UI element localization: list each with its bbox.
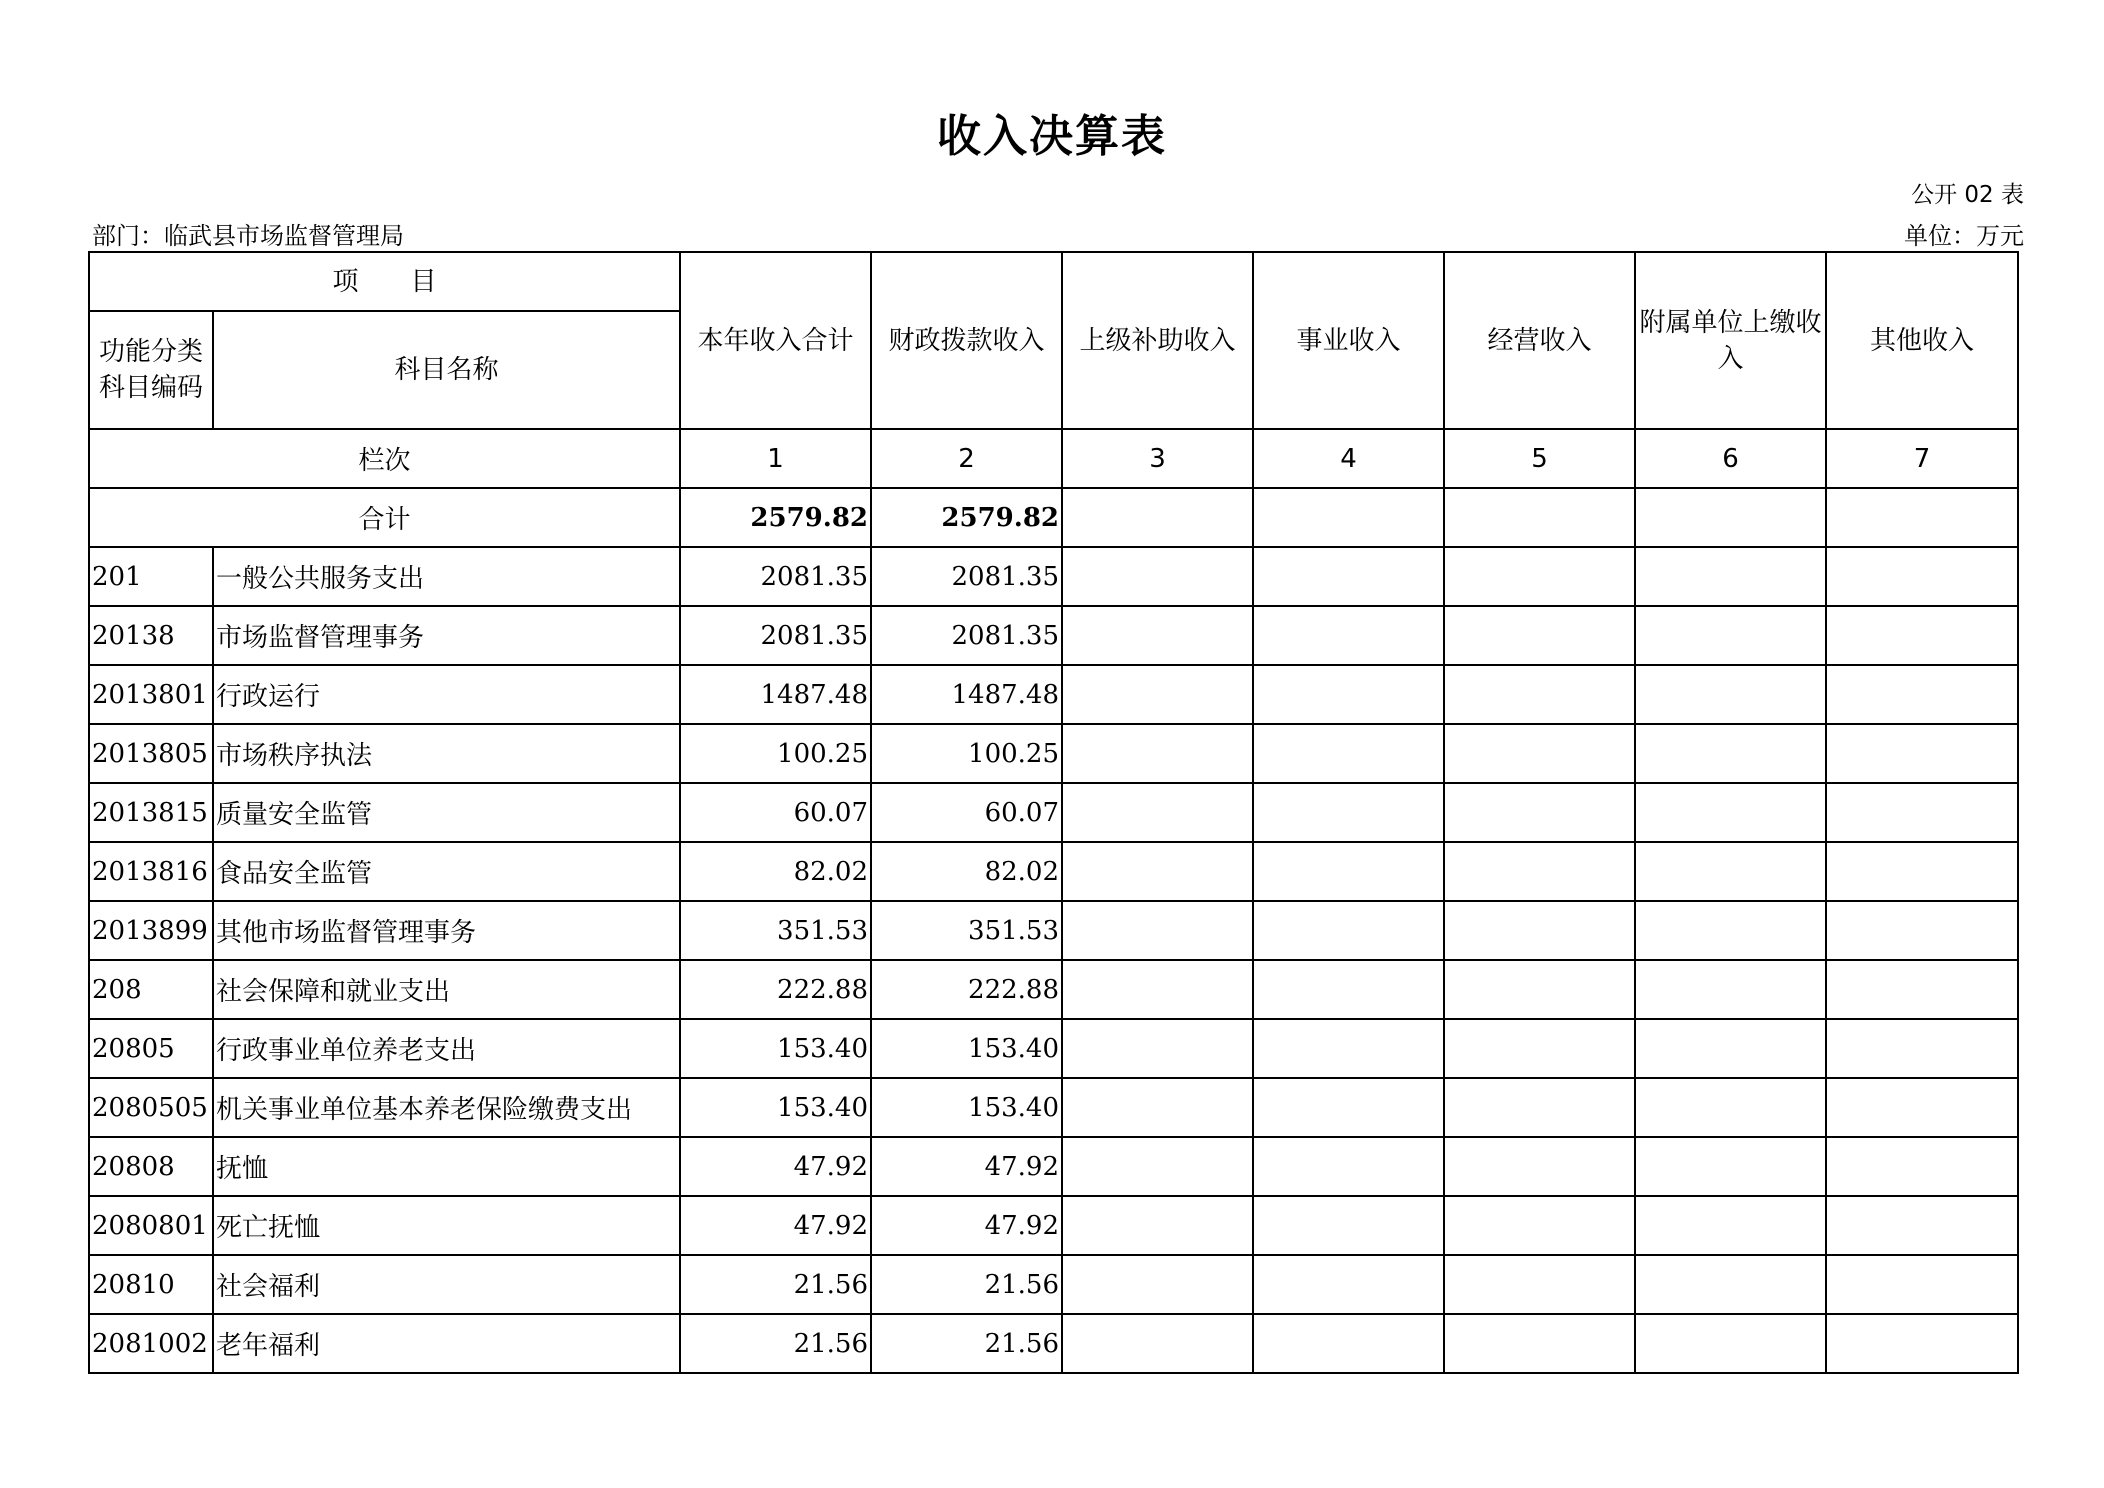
amount-cell: 21.56 bbox=[680, 1255, 871, 1314]
amount-cell bbox=[1826, 724, 2018, 783]
total-value bbox=[1444, 488, 1635, 547]
amount-cell: 351.53 bbox=[871, 901, 1062, 960]
subject-code: 2013899 bbox=[89, 901, 213, 960]
amount-cell bbox=[1635, 1137, 1826, 1196]
amount-cell bbox=[1826, 547, 2018, 606]
column-header: 本年收入合计 bbox=[680, 252, 871, 429]
income-table bbox=[88, 251, 2019, 1374]
amount-cell: 21.56 bbox=[871, 1255, 1062, 1314]
subject-code: 2013815 bbox=[89, 783, 213, 842]
amount-cell: 100.25 bbox=[680, 724, 871, 783]
amount-cell bbox=[1635, 724, 1826, 783]
amount-cell: 47.92 bbox=[680, 1137, 871, 1196]
subject-name: 其他市场监督管理事务 bbox=[213, 901, 680, 960]
amount-cell bbox=[1253, 1255, 1444, 1314]
subject-name: 行政事业单位养老支出 bbox=[213, 1019, 680, 1078]
column-index: 7 bbox=[1826, 429, 2018, 488]
amount-cell bbox=[1635, 960, 1826, 1019]
subject-code: 2080801 bbox=[89, 1196, 213, 1255]
amount-cell bbox=[1826, 1137, 2018, 1196]
subject-name: 一般公共服务支出 bbox=[213, 547, 680, 606]
amount-cell: 47.92 bbox=[680, 1196, 871, 1255]
amount-cell bbox=[1635, 1078, 1826, 1137]
subject-code: 2080505 bbox=[89, 1078, 213, 1137]
amount-cell: 100.25 bbox=[871, 724, 1062, 783]
column-index: 5 bbox=[1444, 429, 1635, 488]
column-index: 2 bbox=[871, 429, 1062, 488]
amount-cell: 2081.35 bbox=[871, 606, 1062, 665]
amount-cell bbox=[1253, 960, 1444, 1019]
amount-cell bbox=[1253, 1314, 1444, 1373]
amount-cell bbox=[1635, 1019, 1826, 1078]
subject-code: 208 bbox=[89, 960, 213, 1019]
total-label: 合计 bbox=[89, 488, 680, 547]
amount-cell bbox=[1253, 606, 1444, 665]
table-row bbox=[89, 1019, 2018, 1078]
unit-label: 单位：万元 bbox=[1904, 222, 2024, 250]
amount-cell bbox=[1826, 665, 2018, 724]
column-index: 6 bbox=[1635, 429, 1826, 488]
amount-cell bbox=[1253, 901, 1444, 960]
amount-cell bbox=[1062, 1078, 1253, 1137]
column-index: 3 bbox=[1062, 429, 1253, 488]
amount-cell bbox=[1826, 960, 2018, 1019]
amount-cell: 82.02 bbox=[680, 842, 871, 901]
total-value: 2579.82 bbox=[871, 488, 1062, 547]
table-row bbox=[89, 1255, 2018, 1314]
amount-cell bbox=[1062, 547, 1253, 606]
amount-cell: 222.88 bbox=[680, 960, 871, 1019]
amount-cell bbox=[1253, 724, 1444, 783]
amount-cell bbox=[1062, 1019, 1253, 1078]
table-row bbox=[89, 547, 2018, 606]
amount-cell bbox=[1444, 665, 1635, 724]
amount-cell bbox=[1635, 1196, 1826, 1255]
amount-cell bbox=[1444, 1137, 1635, 1196]
table-row bbox=[89, 1314, 2018, 1373]
column-header: 事业收入 bbox=[1253, 252, 1444, 429]
amount-cell bbox=[1826, 1019, 2018, 1078]
amount-cell: 82.02 bbox=[871, 842, 1062, 901]
amount-cell bbox=[1444, 901, 1635, 960]
column-header: 经营收入 bbox=[1444, 252, 1635, 429]
amount-cell bbox=[1253, 1078, 1444, 1137]
subject-code: 2081002 bbox=[89, 1314, 213, 1373]
item-header: 项 目 bbox=[89, 252, 680, 311]
subject-code: 2013816 bbox=[89, 842, 213, 901]
amount-cell bbox=[1444, 1255, 1635, 1314]
amount-cell bbox=[1826, 901, 2018, 960]
column-header: 其他收入 bbox=[1826, 252, 2018, 429]
amount-cell bbox=[1444, 606, 1635, 665]
table-row bbox=[89, 1137, 2018, 1196]
table-row bbox=[89, 724, 2018, 783]
amount-cell bbox=[1062, 1314, 1253, 1373]
total-value bbox=[1635, 488, 1826, 547]
amount-cell bbox=[1062, 960, 1253, 1019]
amount-cell bbox=[1444, 1196, 1635, 1255]
amount-cell bbox=[1062, 1196, 1253, 1255]
amount-cell bbox=[1062, 901, 1253, 960]
amount-cell bbox=[1062, 606, 1253, 665]
amount-cell bbox=[1253, 842, 1444, 901]
amount-cell: 351.53 bbox=[680, 901, 871, 960]
amount-cell bbox=[1635, 901, 1826, 960]
amount-cell bbox=[1635, 547, 1826, 606]
report-title: 收入决算表 bbox=[937, 111, 1167, 162]
column-header: 上级补助收入 bbox=[1062, 252, 1253, 429]
table-row bbox=[89, 901, 2018, 960]
table-row bbox=[89, 960, 2018, 1019]
amount-cell: 47.92 bbox=[871, 1137, 1062, 1196]
amount-cell: 60.07 bbox=[680, 783, 871, 842]
amount-cell: 222.88 bbox=[871, 960, 1062, 1019]
amount-cell: 1487.48 bbox=[871, 665, 1062, 724]
amount-cell: 153.40 bbox=[871, 1078, 1062, 1137]
amount-cell: 2081.35 bbox=[871, 547, 1062, 606]
amount-cell bbox=[1253, 1137, 1444, 1196]
amount-cell bbox=[1444, 960, 1635, 1019]
amount-cell bbox=[1826, 1078, 2018, 1137]
subject-name: 质量安全监管 bbox=[213, 783, 680, 842]
amount-cell: 153.40 bbox=[871, 1019, 1062, 1078]
total-value bbox=[1253, 488, 1444, 547]
amount-cell bbox=[1062, 665, 1253, 724]
subject-name: 行政运行 bbox=[213, 665, 680, 724]
amount-cell bbox=[1826, 842, 2018, 901]
subject-name: 老年福利 bbox=[213, 1314, 680, 1373]
subject-code: 20138 bbox=[89, 606, 213, 665]
subject-code: 20805 bbox=[89, 1019, 213, 1078]
subject-name: 机关事业单位基本养老保险缴费支出 bbox=[213, 1078, 680, 1137]
amount-cell: 21.56 bbox=[871, 1314, 1062, 1373]
amount-cell bbox=[1444, 1078, 1635, 1137]
table-row bbox=[89, 606, 2018, 665]
amount-cell bbox=[1444, 1019, 1635, 1078]
department-label: 部门：临武县市场监督管理局 bbox=[92, 222, 404, 250]
amount-cell bbox=[1826, 1196, 2018, 1255]
amount-cell bbox=[1062, 783, 1253, 842]
table-row bbox=[89, 783, 2018, 842]
subject-name: 社会保障和就业支出 bbox=[213, 960, 680, 1019]
amount-cell bbox=[1253, 665, 1444, 724]
name-header: 科目名称 bbox=[213, 311, 680, 429]
total-row bbox=[89, 488, 2018, 547]
amount-cell bbox=[1635, 842, 1826, 901]
column-index-label: 栏次 bbox=[89, 429, 680, 488]
amount-cell bbox=[1444, 547, 1635, 606]
table-row bbox=[89, 665, 2018, 724]
column-index: 1 bbox=[680, 429, 871, 488]
amount-cell: 21.56 bbox=[680, 1314, 871, 1373]
amount-cell bbox=[1444, 842, 1635, 901]
amount-cell: 1487.48 bbox=[680, 665, 871, 724]
total-value bbox=[1826, 488, 2018, 547]
amount-cell bbox=[1635, 1255, 1826, 1314]
subject-name: 市场监督管理事务 bbox=[213, 606, 680, 665]
column-header: 附属单位上缴收入 bbox=[1635, 252, 1826, 429]
amount-cell bbox=[1444, 783, 1635, 842]
subject-code: 201 bbox=[89, 547, 213, 606]
amount-cell: 2081.35 bbox=[680, 547, 871, 606]
column-header: 财政拨款收入 bbox=[871, 252, 1062, 429]
amount-cell: 47.92 bbox=[871, 1196, 1062, 1255]
total-value: 2579.82 bbox=[680, 488, 871, 547]
amount-cell bbox=[1826, 783, 2018, 842]
amount-cell bbox=[1635, 783, 1826, 842]
amount-cell bbox=[1253, 783, 1444, 842]
subject-name: 社会福利 bbox=[213, 1255, 680, 1314]
subject-name: 抚恤 bbox=[213, 1137, 680, 1196]
amount-cell: 153.40 bbox=[680, 1019, 871, 1078]
amount-cell bbox=[1826, 1255, 2018, 1314]
subject-code: 20810 bbox=[89, 1255, 213, 1314]
amount-cell bbox=[1062, 724, 1253, 783]
subject-name: 市场秩序执法 bbox=[213, 724, 680, 783]
amount-cell bbox=[1062, 842, 1253, 901]
amount-cell bbox=[1253, 1019, 1444, 1078]
amount-cell bbox=[1444, 724, 1635, 783]
amount-cell bbox=[1635, 1314, 1826, 1373]
amount-cell bbox=[1062, 1137, 1253, 1196]
form-number: 公开 02 表 bbox=[1911, 182, 2024, 208]
table-row bbox=[89, 842, 2018, 901]
subject-code: 2013801 bbox=[89, 665, 213, 724]
amount-cell: 60.07 bbox=[871, 783, 1062, 842]
amount-cell bbox=[1444, 1314, 1635, 1373]
amount-cell bbox=[1253, 547, 1444, 606]
amount-cell bbox=[1635, 606, 1826, 665]
amount-cell: 2081.35 bbox=[680, 606, 871, 665]
amount-cell bbox=[1635, 665, 1826, 724]
subject-name: 死亡抚恤 bbox=[213, 1196, 680, 1255]
total-value bbox=[1062, 488, 1253, 547]
subject-code: 2013805 bbox=[89, 724, 213, 783]
amount-cell bbox=[1826, 606, 2018, 665]
amount-cell bbox=[1253, 1196, 1444, 1255]
code-header: 功能分类科目编码 bbox=[89, 311, 213, 429]
table-row bbox=[89, 1196, 2018, 1255]
table-row bbox=[89, 1078, 2018, 1137]
amount-cell bbox=[1062, 1255, 1253, 1314]
amount-cell: 153.40 bbox=[680, 1078, 871, 1137]
amount-cell bbox=[1826, 1314, 2018, 1373]
column-index: 4 bbox=[1253, 429, 1444, 488]
subject-code: 20808 bbox=[89, 1137, 213, 1196]
subject-name: 食品安全监管 bbox=[213, 842, 680, 901]
